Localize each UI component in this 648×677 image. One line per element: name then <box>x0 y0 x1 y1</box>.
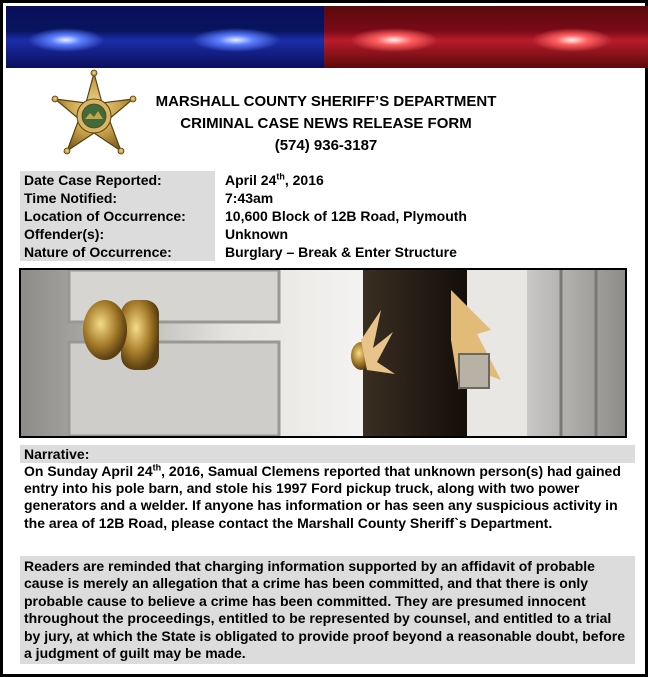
info-value: Burglary – Break & Enter Structure <box>223 243 635 261</box>
info-value: 10,600 Block of 12B Road, Plymouth <box>223 207 635 225</box>
info-value: 7:43am <box>223 189 635 207</box>
info-label: Nature of Occurrence: <box>20 243 215 261</box>
info-row-offender <box>20 225 635 243</box>
info-value: Unknown <box>223 225 635 243</box>
info-row-nature <box>20 243 635 261</box>
info-label: Location of Occurrence: <box>20 207 215 225</box>
narrative-text: On Sunday April 24th, 2016, Samual Clemens reported that unknown person(s) had gained entry into his pole barn, and stole his 1997 Ford pickup truck, along with two power generators and a welder. If anyone has information or has seen any suspicious activity in the area of 12B Road, please contact the Marshall County Sheriff`s Department. <box>24 462 621 531</box>
info-row-time <box>20 189 635 207</box>
info-row-location <box>20 207 635 225</box>
police-lights-banner <box>6 6 648 68</box>
broken-door-icon <box>21 270 625 436</box>
info-row-date <box>20 171 635 189</box>
sheriff-star-badge-icon <box>51 69 137 165</box>
blue-light-bar <box>6 6 324 68</box>
red-light-bar <box>324 6 648 68</box>
info-label: Offender(s): <box>20 225 215 243</box>
department-name: MARSHALL COUNTY SHERIFF’S DEPARTMENT <box>155 93 497 110</box>
report-header <box>143 91 509 157</box>
broken-door-photo <box>19 268 627 438</box>
info-label: Time Notified: <box>20 189 215 207</box>
legal-disclaimer: Readers are reminded that charging information supported by an affidavit of probable cause is merely an allegation that a crime has been committed, and that there is only probable cause to believe a crime has been committed. They are presumed innocent throughout the proceedings, entitled to be represented by counsel, and entitled to a trial by jury, at which the State is obligated to provide proof beyond a reasonable doubt, before a judgment of guilt may be made. <box>20 556 635 664</box>
info-value: April 24th, 2016 <box>223 171 635 189</box>
form-title: CRIMINAL CASE NEWS RELEASE FORM <box>180 115 472 132</box>
narrative-label: Narrative: <box>20 445 635 463</box>
info-label: Date Case Reported: <box>20 171 215 189</box>
case-info-table <box>20 171 635 261</box>
department-phone: (574) 936-3187 <box>274 137 378 154</box>
